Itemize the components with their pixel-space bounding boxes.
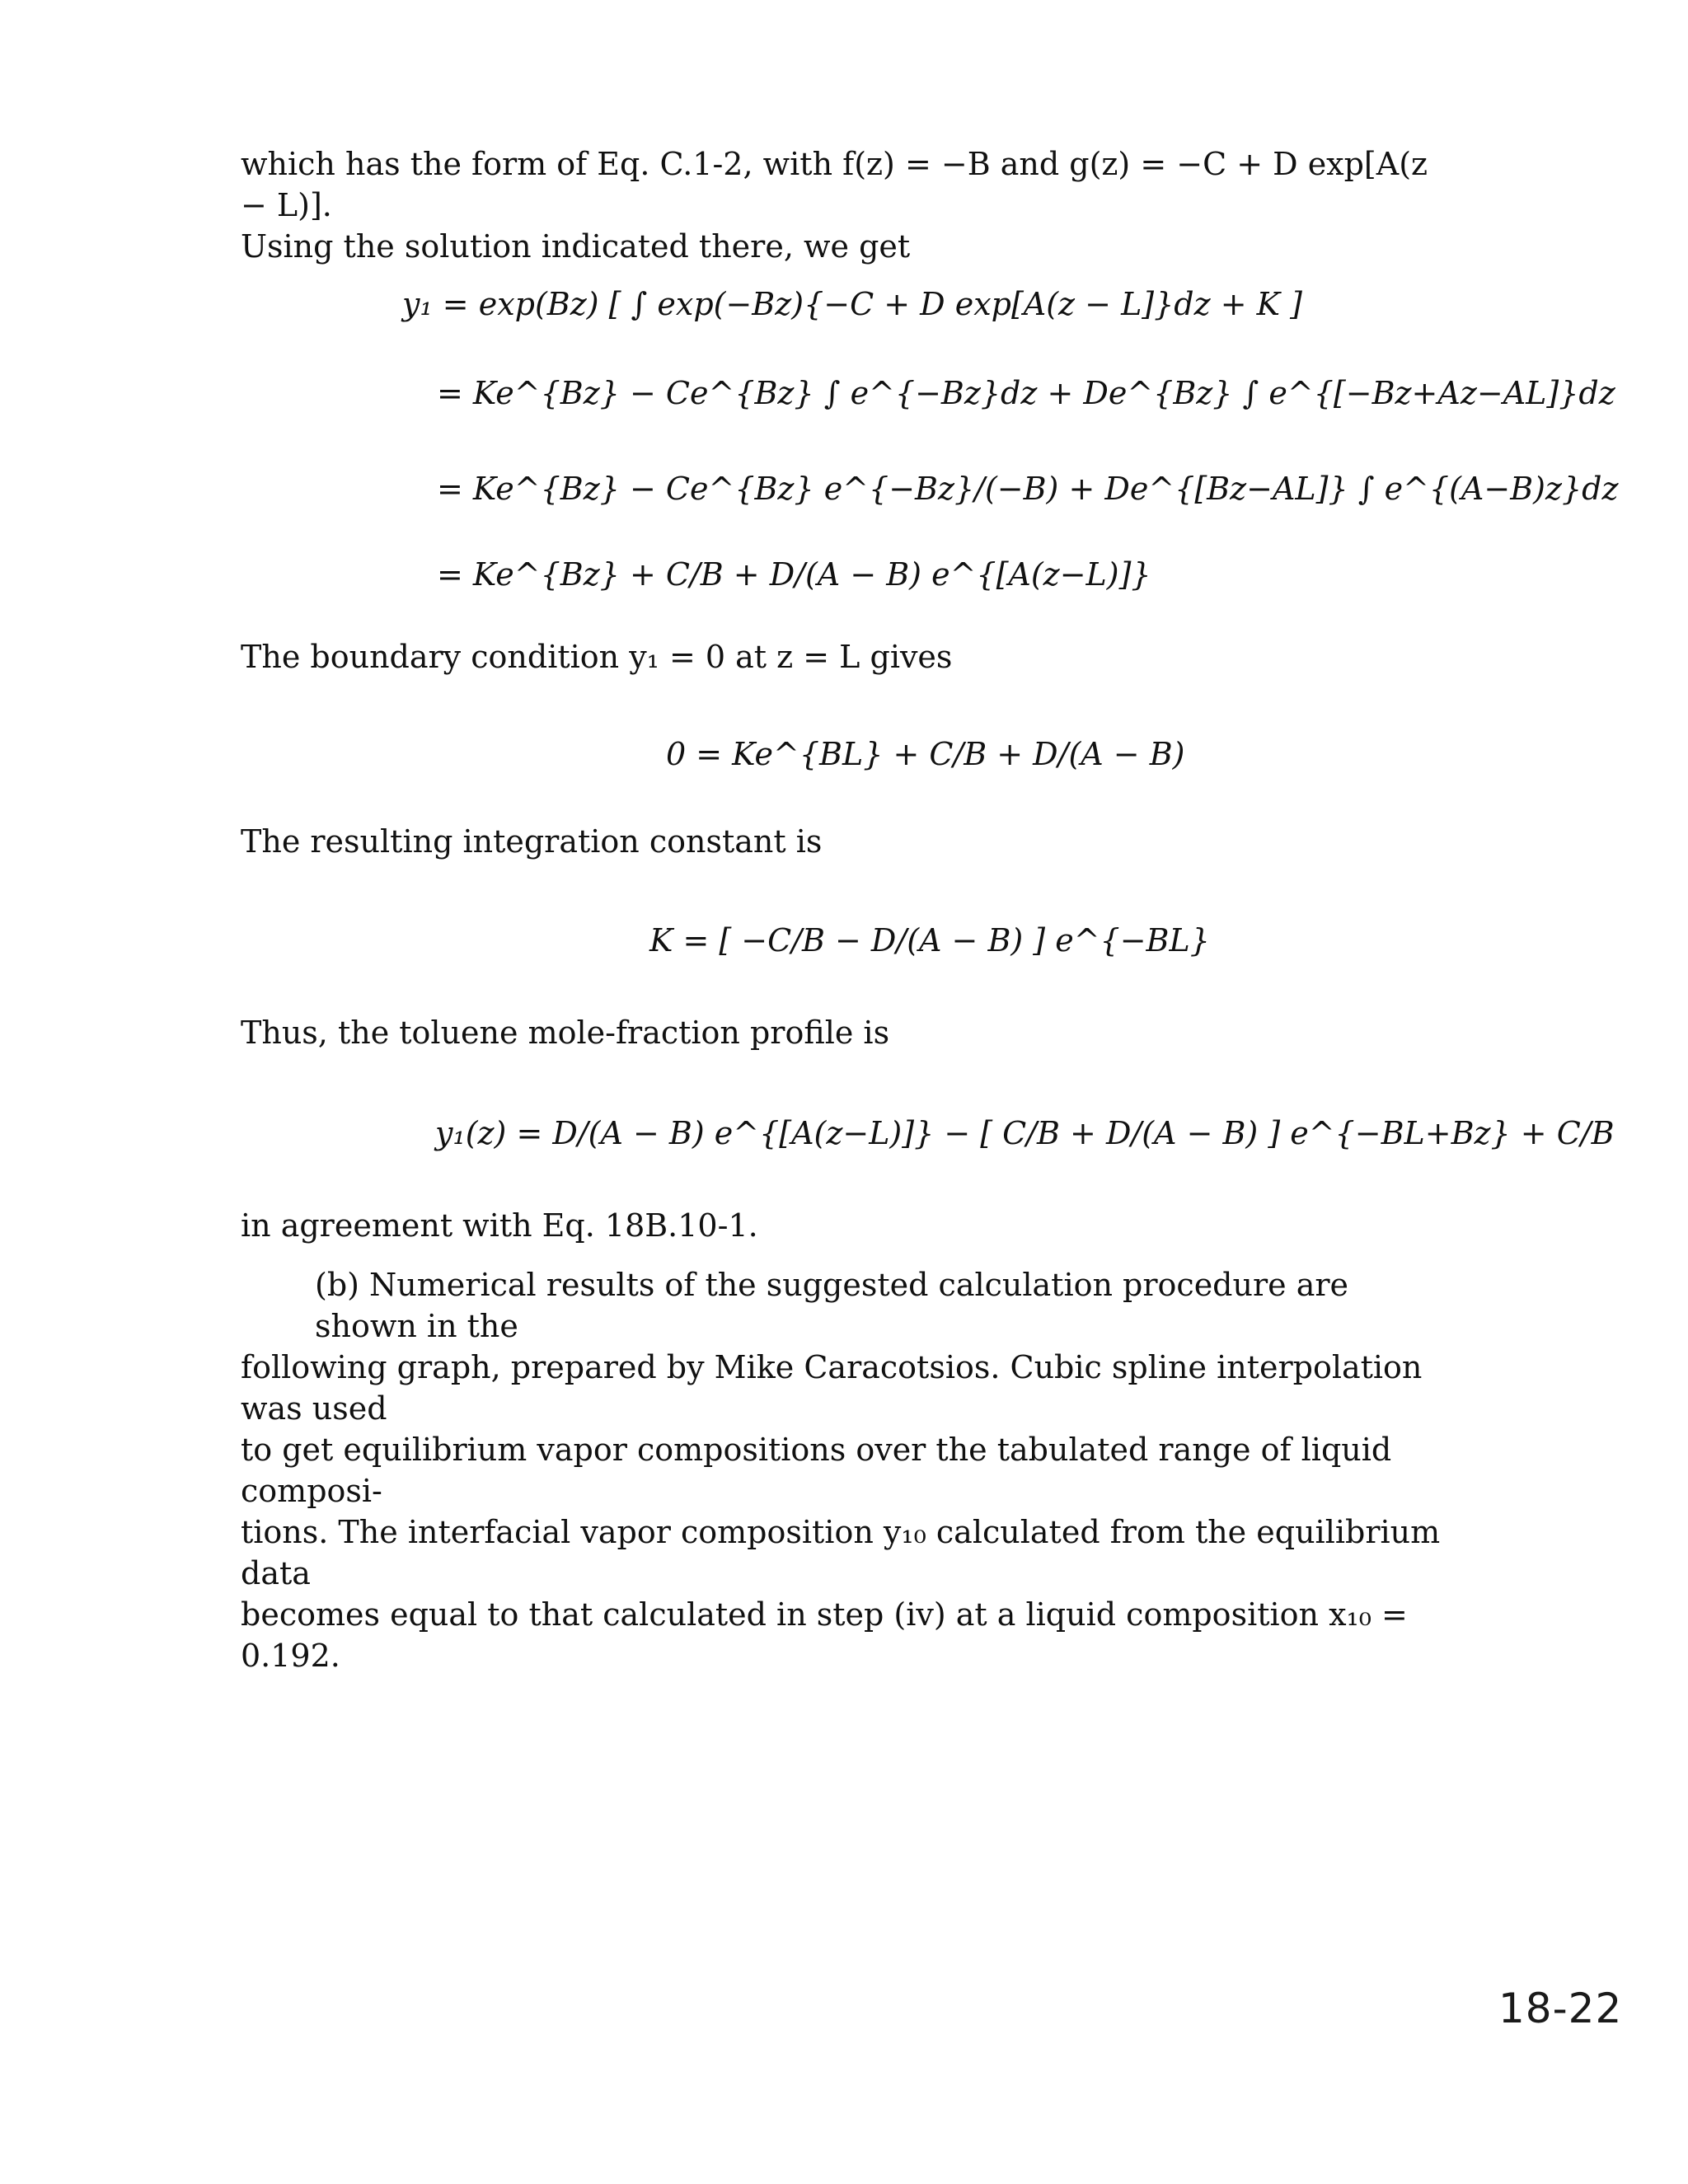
profile-equation: y₁(z) = D/(A − B) e^{[A(z−L)]} − [ C/B + D/(A − B) ] e^{−BL+Bz} + C/B [435,1115,1615,1151]
intro-paragraph [241,143,1451,267]
page-number: 18-22 [1498,1985,1623,2032]
part-b-line-5: becomes equal to that calculated in step (iv) at a liquid composition x₁₀ = 0.192. [241,1596,1408,1674]
boundary-condition-text: The boundary condition y₁ = 0 at z = L gives [241,639,953,675]
boundary-condition-equation: 0 = Ke^{BL} + C/B + D/(A − B) [666,736,1185,772]
equation-3: = Ke^{Bz} − Ce^{Bz} e^{−Bz}/(−B) + De^{[Bz−AL]} ∫ e^{(A−B)z}dz [437,471,1619,507]
intro-line-1: which has the form of Eq. C.1-2, with f(z) = −B and g(z) = −C + D exp[A(z − L)]. [241,146,1428,223]
integration-constant-equation: K = [ −C/B − D/(A − B) ] e^{−BL} [649,922,1210,958]
part-b-line-3: to get equilibrium vapor compositions over the tabulated range of liquid composi- [241,1432,1392,1509]
intro-line-2: Using the solution indicated there, we get [241,228,911,265]
profile-text: Thus, the toluene mole-fraction profile is [241,1015,890,1051]
integration-constant-text: The resulting integration constant is [241,823,823,860]
part-b-line-4: tions. The interfacial vapor composition y₁₀ calculated from the equilibrium data [241,1514,1441,1591]
part-b-line-2: following graph, prepared by Mike Caracotsios. Cubic spline interpolation was used [241,1349,1423,1427]
part-b-line-1: (b) Numerical results of the suggested calculation procedure are shown in the [315,1267,1349,1344]
agreement-text: in agreement with Eq. 18B.10-1. [241,1207,758,1244]
part-b-paragraph [241,1264,1451,1676]
equation-2: = Ke^{Bz} − Ce^{Bz} ∫ e^{−Bz}dz + De^{Bz} ∫ e^{[−Bz+Az−AL]}dz [437,375,1615,411]
equation-4: = Ke^{Bz} + C/B + D/(A − B) e^{[A(z−L)]} [437,556,1151,593]
equation-1: y₁ = exp(Bz) [ ∫ exp(−Bz){−C + D exp[A(z − L]}dz + K ] [402,286,1302,322]
